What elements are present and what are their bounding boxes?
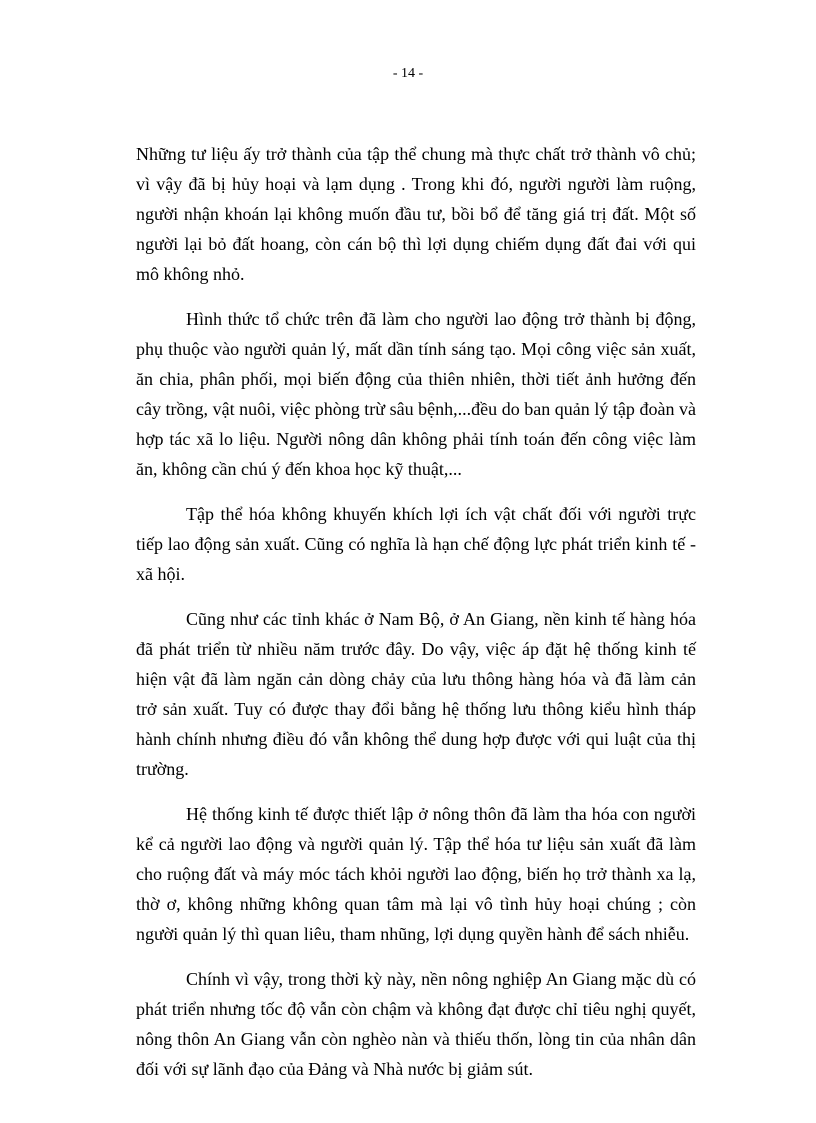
document-body — [136, 139, 696, 1099]
paragraph: Hình thức tổ chức trên đã làm cho người lao động trở thành bị động, phụ thuộc vào người quản lý, mất dần tính sáng tạo. Mọi công việc sản xuất, ăn chia, phân phối, mọi biến động của thiên nhiên, thời tiết ảnh hưởng đến cây trồng, vật nuôi, việc phòng trừ sâu bệnh,...đều do ban quản lý tập đoàn và hợp tác xã lo liệu. Người nông dân không phải tính toán đến công việc làm ăn, không cần chú ý đến khoa học kỹ thuật,... — [136, 309, 696, 479]
page-number: - 14 - — [392, 66, 424, 81]
paragraph: Những tư liệu ấy trở thành của tập thể chung mà thực chất trở thành vô chủ; vì vậy đã bị hủy hoại và lạm dụng . Trong khi đó, người người làm ruộng, người nhận khoán lại không muốn đầu tư, bồi bổ để tăng giá trị đất. Một số người lại bỏ đất hoang, còn cán bộ thì lợi dụng chiếm dụng đất đai với qui mô không nhỏ. — [136, 144, 696, 284]
paragraph: Tập thể hóa không khuyến khích lợi ích vật chất đối với người trực tiếp lao động sản xuất. Cũng có nghĩa là hạn chế động lực phát triển kinh tế - xã hội. — [136, 504, 696, 584]
paragraph: Hệ thống kinh tế được thiết lập ở nông thôn đã làm tha hóa con người kể cả người lao động và người quản lý. Tập thể hóa tư liệu sản xuất đã làm cho ruộng đất và máy móc tách khỏi người lao động, biến họ trở thành xa lạ, thờ ơ, không những không quan tâm mà lại vô tình hủy hoại chúng ; còn người quản lý thì quan liêu, tham nhũng, lợi dụng quyền hành để sách nhiễu. — [136, 804, 696, 944]
paragraph: Chính vì vậy, trong thời kỳ này, nền nông nghiệp An Giang mặc dù có phát triển nhưng tốc độ vẫn còn chậm và không đạt được chỉ tiêu nghị quyết, nông thôn An Giang vẫn còn nghèo nàn và thiếu thốn, lòng tin của nhân dân đối với sự lãnh đạo của Đảng và Nhà nước bị giảm sút. — [136, 969, 696, 1079]
paragraph: Cũng như các tỉnh khác ở Nam Bộ, ở An Giang, nền kinh tế hàng hóa đã phát triển từ nhiều năm trước đây. Do vậy, việc áp đặt hệ thống kinh tế hiện vật đã làm ngăn cản dòng chảy của lưu thông hàng hóa và đã làm cản trở sản xuất. Tuy có được thay đổi bằng hệ thống lưu thông kiểu hình tháp hành chính nhưng điều đó vẫn không thể dung hợp được với qui luật của thị trường. — [136, 609, 696, 779]
